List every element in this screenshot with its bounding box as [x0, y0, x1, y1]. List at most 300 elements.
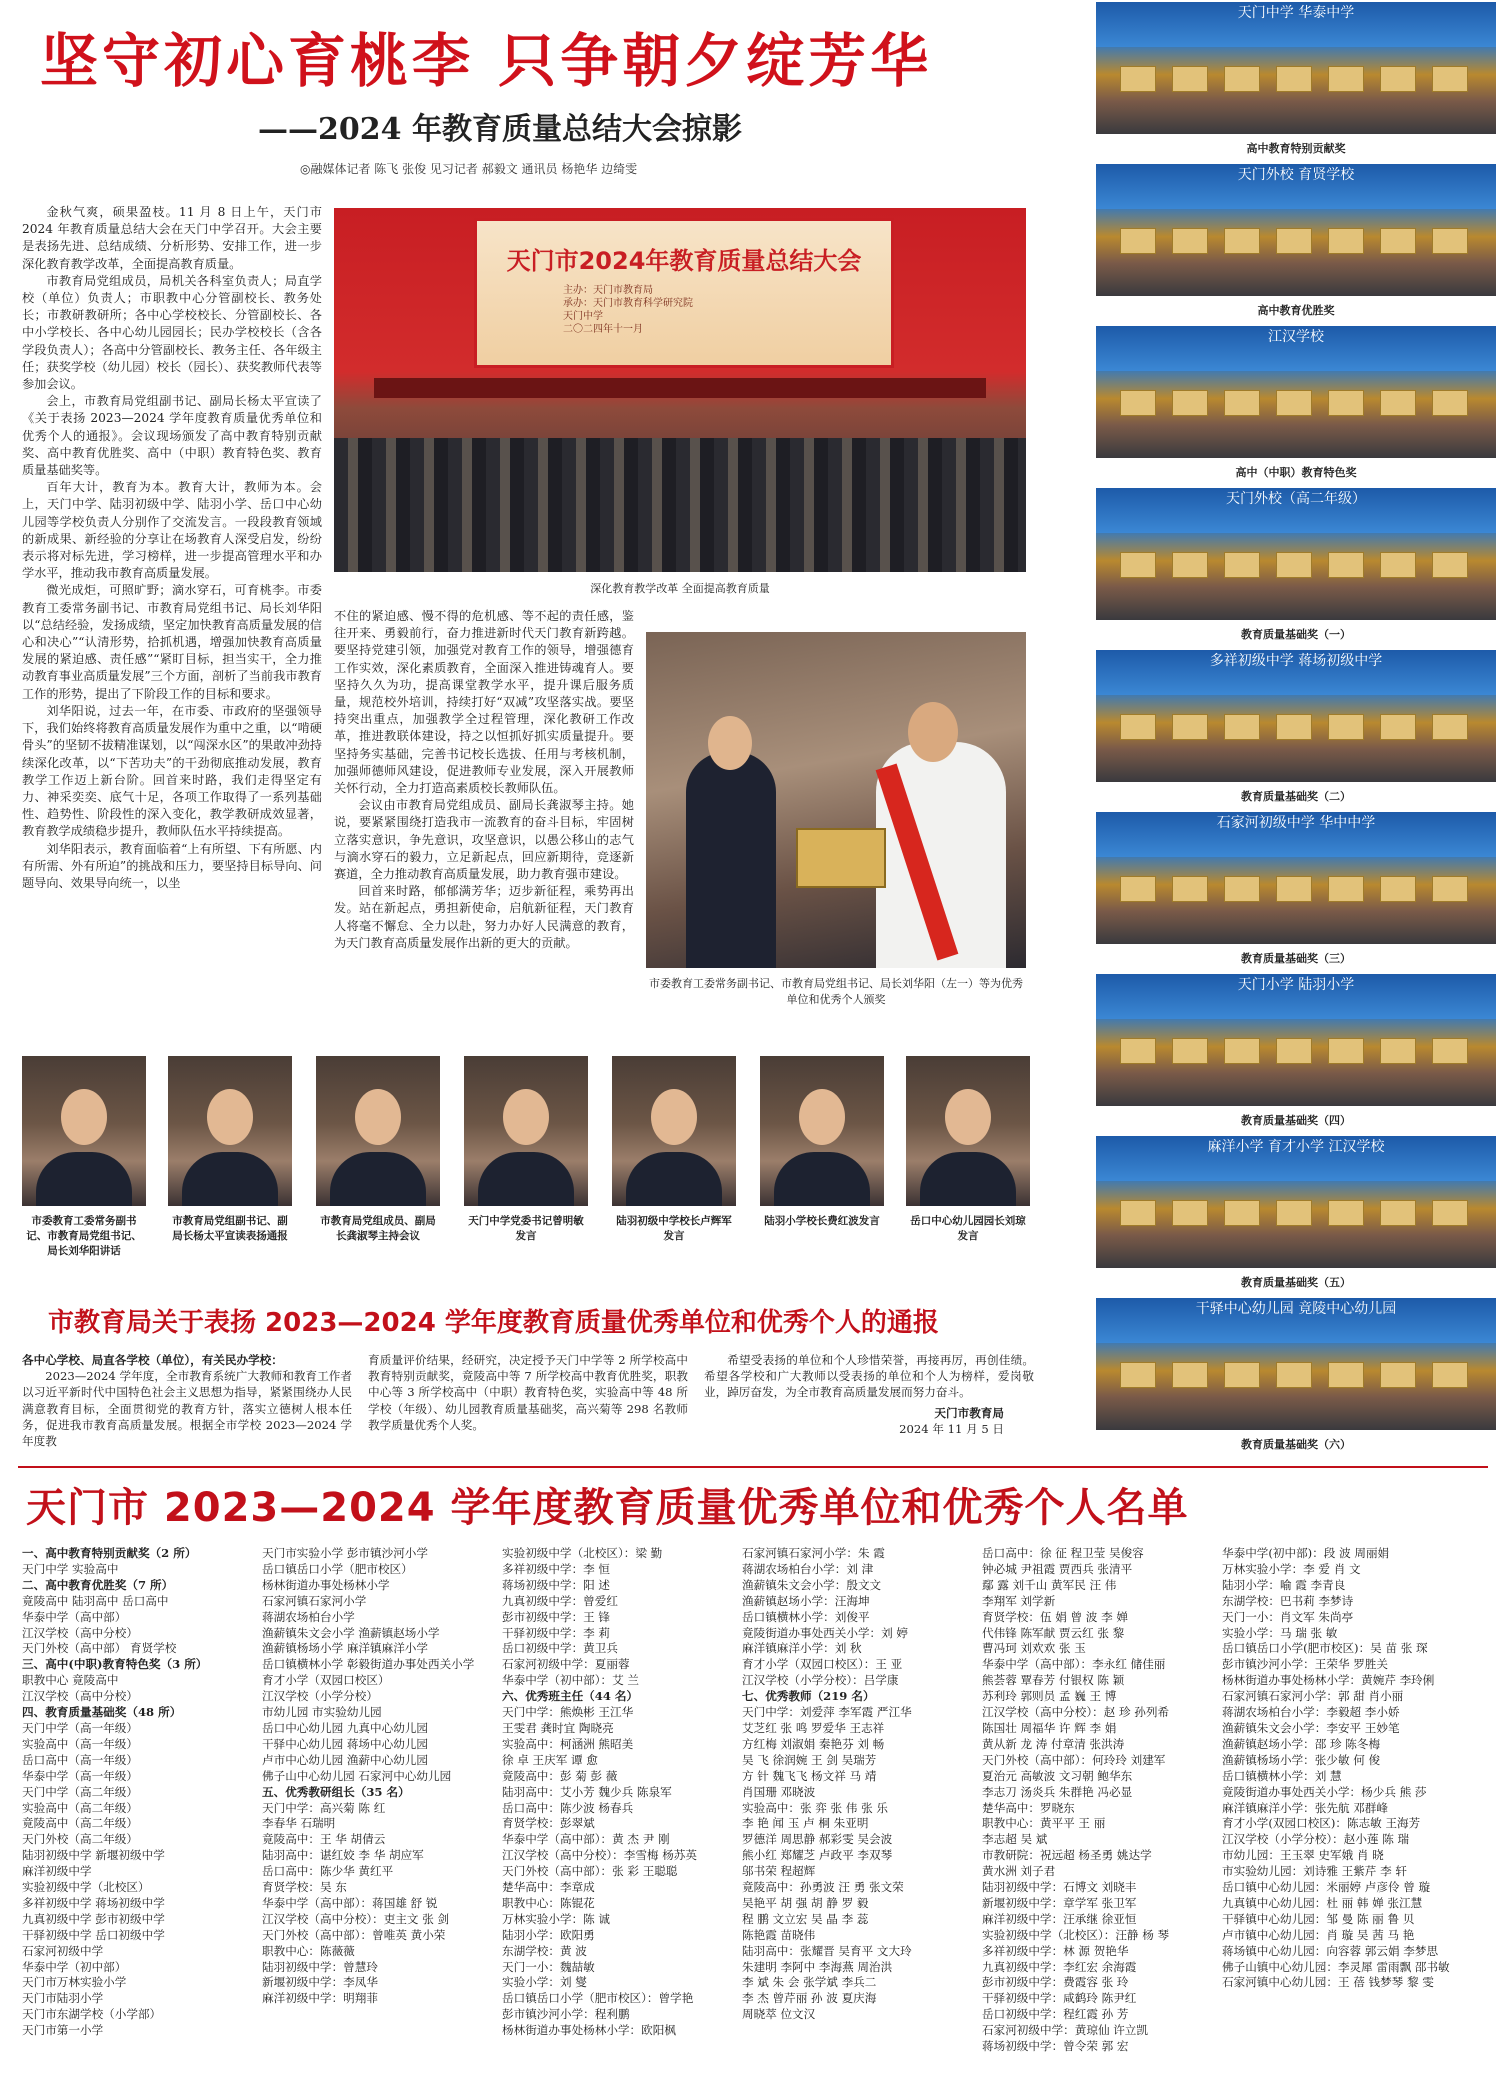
- roster-line: 多祥初级中学：李 恒: [502, 1561, 611, 1576]
- certificate: [1328, 552, 1364, 578]
- certificate: [1172, 1038, 1208, 1064]
- roster-line: 干驿镇中心幼儿园：邹 曼 陈 丽 鲁 贝: [1222, 1911, 1415, 1926]
- certificate: [1328, 228, 1364, 254]
- speaker-face: [651, 1089, 697, 1145]
- roster-line: 徐 卓 王庆军 谭 愈: [502, 1752, 598, 1767]
- page-headline: 坚守初心育桃李 只争朝夕绽芳华: [40, 27, 933, 95]
- award-group-caption: 教育质量基础奖（三）: [1241, 952, 1351, 965]
- award-photo-caption: 市委教育工委常务副书记、市教育局党组书记、局长刘华阳（左一）等为优秀单位和优秀个人颁奖: [649, 977, 1023, 1006]
- roster-line: 职教中心：陈锟花: [502, 1895, 595, 1910]
- award-banner-text: 天门中学 华泰中学: [1096, 2, 1496, 47]
- roster-line: 李志超 吴 斌: [982, 1832, 1048, 1847]
- roster-line: 华泰中学（高中部）：黄 杰 尹 刚: [502, 1832, 670, 1847]
- speaker-caption: 天门中学党委书记曾明敏发言: [468, 1215, 584, 1242]
- roster-line: 岳口高中：陈少华 黄红平: [262, 1864, 394, 1879]
- roster-line: 天门中学（高二年级）: [22, 1784, 138, 1799]
- roster-line: 万林实验小学：陈 诚: [502, 1911, 611, 1926]
- audience: [334, 438, 1026, 572]
- roster-line: 职教中心：陈薇薇: [262, 1943, 355, 1958]
- roster-line: 六、优秀班主任（44 名）: [502, 1689, 639, 1704]
- roster-line: 陆羽初级中学 新堰初级中学: [22, 1848, 165, 1863]
- roster-line: 石家河初级中学：黄琼仙 许立凯: [982, 2023, 1148, 2038]
- speaker-suit: [182, 1152, 278, 1206]
- roster-line: 东湖学校：黄 波: [502, 1943, 587, 1958]
- roster-line: 天门中学：刘爱萍 李军霞 严江华: [742, 1705, 912, 1720]
- speaker-caption: 市教育局党组成员、副局长龚淑琴主持会议: [320, 1215, 436, 1242]
- certificate: [1380, 1362, 1416, 1388]
- roster-line: 彭市初级中学：费霞容 张 玲: [982, 1975, 1129, 1990]
- certificate: [1380, 1200, 1416, 1226]
- notice-column-3: [704, 1352, 1034, 1452]
- speaker-photo: [760, 1056, 884, 1206]
- roster-line: 吴艳平 胡 强 胡 静 罗 毅: [742, 1895, 869, 1910]
- roster-line: 九真初级中学：李红宏 余海霞: [982, 1959, 1137, 1974]
- roster-line: 实验高中（高二年级）: [22, 1800, 138, 1815]
- roster-line: 李春华 石瑞明: [262, 1816, 336, 1831]
- roster-line: 卢市镇中心幼儿园：肖 璇 吴 茜 马 艳: [1222, 1927, 1415, 1942]
- roster-line: 楚华高中：罗晓东: [982, 1800, 1075, 1815]
- roster-line: 彭市镇沙河小学：程利鹏: [502, 2007, 630, 2022]
- certificate: [1380, 552, 1416, 578]
- roster-line: 石家河镇石家河小学：朱 霞: [742, 1546, 885, 1560]
- roster-line: 实验高中：张 弈 张 伟 张 乐: [742, 1800, 888, 1815]
- speaker-face: [799, 1089, 845, 1145]
- roster-line: 陆羽小学：欧阳勇: [502, 1927, 595, 1942]
- roster-line: 江汉学校（小学分校）: [262, 1689, 378, 1704]
- award-banner-text: 天门小学 陆羽小学: [1096, 974, 1496, 1019]
- roster-line: 职教中心 竟陵高中: [22, 1673, 119, 1688]
- speaker-suit: [330, 1152, 426, 1206]
- certificate: [1328, 390, 1364, 416]
- roster-line: 渔薪镇赵场小学：邵 珍 陈冬梅: [1222, 1736, 1381, 1751]
- certificate: [1276, 1362, 1312, 1388]
- roster-line: 市幼儿园：王玉翠 史军娥 肖 晓: [1222, 1848, 1384, 1863]
- roster-line: 育才小学（双园口校区）：王 亚: [742, 1657, 903, 1672]
- certificate: [1276, 714, 1312, 740]
- roster-line: 岳口镇岳口小学（肥市校区）: [262, 1561, 413, 1576]
- certificate: [1432, 1038, 1468, 1064]
- certificate: [1432, 552, 1468, 578]
- award-group-caption: 高中教育优胜奖: [1257, 304, 1335, 317]
- speaker-caption: 岳口中心幼儿园园长刘琼发言: [910, 1215, 1026, 1242]
- roster-line: 江汉学校（高中分校）: [22, 1625, 138, 1640]
- presenter-figure: [686, 752, 776, 968]
- speaker-face: [503, 1089, 549, 1145]
- notice-column-2: [368, 1352, 688, 1452]
- roster-line: 实验初级中学（北校区）：梁 勤: [502, 1546, 663, 1560]
- certificate: [1328, 1200, 1364, 1226]
- roster-line: 石家河镇中心幼儿园：王 蓓 钱梦琴 黎 雯: [1222, 1975, 1434, 1990]
- roster-line: 渔薪镇朱文会小学 渔薪镇赵场小学: [262, 1625, 440, 1640]
- certificate: [1172, 876, 1208, 902]
- speaker-caption: 市教育局党组副书记、副局长杨太平宣读表扬通报: [172, 1215, 288, 1242]
- certificate: [1120, 1362, 1156, 1388]
- certificate: [1224, 552, 1260, 578]
- speaker-photo: [906, 1056, 1030, 1206]
- roster-line: 石家河镇石家河小学: [262, 1593, 367, 1608]
- roster-line: 天门中学：熊焕彬 王江华: [502, 1705, 634, 1720]
- roster-line: 黄水洲 刘子君: [982, 1864, 1056, 1879]
- stage-table: [374, 378, 986, 398]
- roster-line: 江汉学校（高中分校）：赵 珍 孙列希: [982, 1705, 1170, 1720]
- roster-line: 李翔军 刘学新: [982, 1593, 1056, 1608]
- roster-line: 华泰中学（初中部）: [22, 1959, 127, 1974]
- roster-line: 渔薪镇杨场小学 麻洋镇麻洋小学: [262, 1641, 428, 1656]
- award-group-photo: [1096, 1136, 1496, 1268]
- roster-line: 天门市第一小学: [22, 2023, 104, 2038]
- certificate: [1224, 1362, 1260, 1388]
- roster-line: 东湖学校：巴书莉 李梦诗: [1222, 1593, 1354, 1608]
- award-group-caption: 教育质量基础奖（四）: [1241, 1114, 1351, 1127]
- roster-line: 杨林街道办事处杨林小学: [262, 1577, 390, 1592]
- certificate: [1432, 390, 1468, 416]
- award-group-photo: [1096, 812, 1496, 944]
- roster-line: 苏利玲 郭则员 孟 巍 王 博: [982, 1689, 1117, 1704]
- award-plaque: [796, 828, 886, 888]
- certificate: [1172, 1362, 1208, 1388]
- roster-line: 华泰中学(初中部)：段 波 周丽娟: [1222, 1546, 1390, 1560]
- award-banner-text: 天门外校 育贤学校: [1096, 164, 1496, 209]
- roster-line: 干驿中心幼儿园 蒋场中心幼儿园: [262, 1736, 428, 1751]
- award-group-photo: [1096, 974, 1496, 1106]
- roster-line: 楚华高中：李章成: [502, 1880, 595, 1895]
- stage-screen-title: 天门市2024年教育质量总结大会: [506, 247, 862, 275]
- certificate: [1432, 1362, 1468, 1388]
- speaker-photo: [612, 1056, 736, 1206]
- roster-line: 天门外校（高中部）：张 彩 王聪聪: [502, 1864, 678, 1879]
- award-group-caption: 高中教育特别贡献奖: [1246, 142, 1346, 155]
- speaker-face: [355, 1089, 401, 1145]
- award-photo-column: [1096, 0, 1496, 1454]
- roster-line: 华泰中学（高中部）：蒋国雄 舒 锐: [262, 1895, 438, 1910]
- roster-column: [262, 1546, 498, 2082]
- certificate: [1120, 390, 1156, 416]
- roster-line: 新堰初级中学：章学军 张卫军: [982, 1895, 1137, 1910]
- roster-line: 曹冯珂 刘欢欢 张 玉: [982, 1641, 1086, 1656]
- roster-line: 竟陵高中 陆羽高中 岳口高中: [22, 1593, 169, 1608]
- roster-line: 天门外校（高中部）：何玲玲 刘建军: [982, 1752, 1166, 1767]
- roster-line: 天门外校（高中部） 育贤学校: [22, 1641, 177, 1656]
- certificate: [1432, 228, 1468, 254]
- certificate: [1328, 1362, 1364, 1388]
- certificate: [1172, 66, 1208, 92]
- speaker-caption: 陆羽初级中学校长卢辉军发言: [616, 1215, 732, 1242]
- roster-line: 李 斌 朱 会 张学斌 李兵二: [742, 1975, 877, 1990]
- roster-line: 岳口镇岳口小学（肥市校区）：曾学艳: [502, 1991, 694, 2006]
- roster-line: 岳口镇中心幼儿园：米丽婷 卢彦伶 曾 璇: [1222, 1880, 1431, 1895]
- roster-column: [742, 1546, 978, 2082]
- roster-line: 干驿初级中学：咸鹤玲 陈尹红: [982, 1991, 1137, 2006]
- roster-line: 二、高中教育优胜奖（7 所）: [22, 1577, 174, 1592]
- certificate: [1276, 1038, 1312, 1064]
- roster-line: 石家河初级中学：夏丽蓉: [502, 1657, 630, 1672]
- roster-line: 周晓萃 位文汉: [742, 2007, 816, 2022]
- roster-line: 竟陵街道办事处西关小学：杨少兵 熊 莎: [1222, 1784, 1427, 1799]
- roster-line: 岳口高中：陈少波 杨春兵: [502, 1800, 634, 1815]
- certificate: [1328, 1038, 1364, 1064]
- roster-line: 华泰中学（高一年级）: [22, 1768, 138, 1783]
- roster-column: [502, 1546, 738, 2082]
- speaker-caption: 陆羽小学校长费红波发言: [764, 1215, 880, 1227]
- certificate: [1432, 876, 1468, 902]
- notice-salutation: 各中心学校、局直各学校（单位），有关民办学校：: [22, 1353, 283, 1367]
- roster-line: 程 鹏 文立宏 吴 晶 李 蕊: [742, 1911, 869, 1926]
- roster-line: 育才小学(双园口校区)：陈志敏 王海芳: [1222, 1816, 1421, 1831]
- roster-line: 陆羽高中：张耀晋 吴育平 文大玲: [742, 1943, 912, 1958]
- award-banner-text: 麻洋小学 育才小学 江汉学校: [1096, 1136, 1496, 1181]
- article-col1-para: 刘华阳说，过去一年，在市委、市政府的坚强领导下，我们始终将教育高质量发展作为重中之重，以“啃硬骨头”的坚韧不拔精准谋划，以“闯深水区”的果敢冲劲持续深化改革，以“下苦功夫”的干劲彻底推动发展，教育教学工作迈上新台阶。回首来时路，我们走得坚定有力、神采奕奕、底气十足，各项工作取得了一系列基础性、趋势性、阶段性的深入变化，教学教研成效显著，教育教学成绩稳步提升，教师队伍水平持续提高。: [22, 703, 322, 839]
- roster-rule: [18, 1466, 1488, 1468]
- article-col1-para: 金秋气爽，硕果盈枝。11 月 8 日上午，天门市 2024 年教育质量总结大会在天门中学召开。大会主要是表扬先进、总结成绩、分析形势、安排工作，进一步深化教育教学改革，全面提高教育质量。: [22, 205, 322, 271]
- roster-line: 杨林街道办事处杨林小学：黄婉芹 李玲俐: [1222, 1673, 1435, 1688]
- roster-line: 天门一小：魏喆敏: [502, 1959, 595, 1974]
- roster-line: 熊荟蓉 覃春芳 付银权 陈 颖: [982, 1673, 1125, 1688]
- roster-line: 岳口镇横林小学：刘俊平: [742, 1609, 870, 1624]
- roster-line: 九真镇中心幼儿园：杜 丽 韩 婵 张江慧: [1222, 1895, 1423, 1910]
- roster-line: 七、优秀教师（219 名）: [742, 1689, 875, 1704]
- certificate: [1380, 714, 1416, 740]
- certificate: [1120, 1200, 1156, 1226]
- certificate: [1172, 714, 1208, 740]
- stage-screen-sub: 主办：天门市教育局 承办：天门市教育科学研究院 天门中学 二〇二四年十一月: [563, 285, 693, 335]
- page-subhead: ——2024 年教育质量总结大会掠影: [258, 112, 742, 147]
- notice-body-3: 希望受表扬的单位和个人珍惜荣誉，再接再厉，再创佳绩。希望各学校和广大教师以受表扬的单位和个人为榜样，爱岗敬业，踔厉奋发，为全市教育高质量发展而努力奋斗。: [704, 1353, 1034, 1400]
- roster-line: 天门市实验小学 彭市镇沙河小学: [262, 1546, 428, 1560]
- certificate: [1380, 390, 1416, 416]
- certificate: [1120, 552, 1156, 578]
- roster-line: 育才小学（双园口校区）: [262, 1673, 390, 1688]
- roster-line: 华泰中学（高中部）: [22, 1609, 127, 1624]
- roster-line: 渔薪镇赵场小学：汪海坤: [742, 1593, 870, 1608]
- certificate: [1380, 876, 1416, 902]
- roster-line: 麻洋镇麻洋小学：张先航 邓群峰: [1222, 1800, 1388, 1815]
- certificate: [1172, 228, 1208, 254]
- speaker-face: [207, 1089, 253, 1145]
- roster-line: 麻洋镇麻洋小学：刘 秋: [742, 1641, 862, 1656]
- roster-line: 岳口初级中学：程红霞 孙 芳: [982, 2007, 1129, 2022]
- award-group-photo: [1096, 650, 1496, 782]
- roster-line: 多祥初级中学：林 源 贺艳华: [982, 1943, 1129, 1958]
- award-banner-text: 江汉学校: [1096, 326, 1496, 371]
- certificate: [1276, 876, 1312, 902]
- certificate: [1224, 66, 1260, 92]
- award-group-caption: 高中（中职）教育特色奖: [1235, 466, 1357, 479]
- roster-line: 天门市陆羽小学: [22, 1991, 104, 2006]
- roster-line: 渔薪镇杨场小学：张少敏 何 俊: [1222, 1752, 1381, 1767]
- roster-line: 市幼儿园 市实验幼儿园: [262, 1705, 382, 1720]
- roster-line: 蒋湖农场柏台小学: [262, 1609, 355, 1624]
- speaker-suit: [36, 1152, 132, 1206]
- roster-line: 罗德洋 周思静 郝彩雯 吴会波: [742, 1832, 893, 1847]
- certificate: [1120, 1038, 1156, 1064]
- article-column-1: [22, 204, 322, 1054]
- award-banner-text: 干驿中心幼儿园 竟陵中心幼儿园: [1096, 1298, 1496, 1343]
- roster-column: [1222, 1546, 1458, 2082]
- article-column-2: [334, 608, 634, 1060]
- roster-line: 九真初级中学 彭市初级中学: [22, 1911, 165, 1926]
- certificate: [1276, 228, 1312, 254]
- article-col1-para: 百年大计，教育为本。教育大计，教师为本。会上，天门中学、陆羽初级中学、陆羽小学、岳口中心幼儿园等学校负责人分别作了交流发言。一段段教育领域的新成果、新经验的分享让在场教育人深受启发，纷纷表示将对标先进，学习榜样，进一步提高管理水平和办学水平，推动我市教育高质量发展。: [22, 480, 322, 581]
- roster-line: 市教研院：祝远超 杨圣勇 姚达学: [982, 1848, 1152, 1863]
- certificate: [1276, 1200, 1312, 1226]
- roster-line: 岳口镇岳口小学(肥市校区)：吴 苗 张 琛: [1222, 1641, 1428, 1656]
- certificate: [1224, 390, 1260, 416]
- roster-line: 黄从新 龙 涛 付章清 张洪涛: [982, 1736, 1125, 1751]
- award-group-caption: 教育质量基础奖（五）: [1241, 1276, 1351, 1289]
- award-banner-text: 多祥初级中学 蒋场初级中学: [1096, 650, 1496, 695]
- roster-line: 蒋湖农场柏台小学：李毅超 李小娇: [1222, 1705, 1400, 1720]
- certificate: [1380, 1038, 1416, 1064]
- roster-line: 天门中学：高兴菊 陈 红: [262, 1800, 386, 1815]
- roster-line: 四、教育质量基础奖（48 所）: [22, 1705, 182, 1720]
- byline: ◎融媒体记者 陈飞 张俊 见习记者 郝毅文 通讯员 杨艳华 边绮雯: [300, 162, 638, 176]
- presenter-face: [708, 716, 752, 770]
- article-col1-para: 市教育局党组成员，局机关各科室负责人；局直学校（单位）负责人；市职教中心分管副校长、教务处长；市教研教研所；各中心学校校长、分管副校长、各中小学校长、各中心幼儿园园长；民办学校校长（含各学段负责人）；各高中分管副校长、教务主任、各年级主任；获奖学校（幼儿园）校长（园长）、获奖教师代表等参加会议。: [22, 273, 322, 392]
- roster-line: 岳口高中（高一年级）: [22, 1752, 138, 1767]
- roster-line: 陈艳霞 苗晓伟: [742, 1927, 816, 1942]
- roster-line: 肖国珊 邓晓波: [742, 1784, 816, 1799]
- certificate: [1224, 714, 1260, 740]
- roster-line: 五、优秀教研组长（35 名）: [262, 1784, 410, 1799]
- roster-line: 天门外校（高中部）：曾唯英 黄小荣: [262, 1927, 446, 1942]
- roster-line: 育贤学校：吴 东: [262, 1880, 347, 1895]
- certificate: [1172, 552, 1208, 578]
- main-photo-caption: 深化教育教学改革 全面提高教育质量: [590, 582, 770, 595]
- roster-line: 天门市万林实验小学: [22, 1975, 127, 1990]
- certificate: [1120, 714, 1156, 740]
- roster-line: 天门一小：肖文军 朱尚亭: [1222, 1609, 1354, 1624]
- roster-line: 李 艳 闻 玉 卢 桐 朱亚明: [742, 1816, 869, 1831]
- roster-line: 佛子山中心幼儿园 石家河中心幼儿园: [262, 1768, 452, 1783]
- roster-line: 实验初级中学（北校区）：汪静 杨 琴: [982, 1927, 1170, 1942]
- roster-line: 岳口高中：徐 征 程卫莹 吴俊容: [982, 1546, 1144, 1560]
- roster-line: 麻洋初级中学: [22, 1864, 92, 1879]
- roster-line: 干驿初级中学 岳口初级中学: [22, 1927, 165, 1942]
- roster-line: 李志刀 汤炎兵 朱群艳 冯必显: [982, 1784, 1133, 1799]
- roster-line: 岳口初级中学：黄卫兵: [502, 1641, 618, 1656]
- roster-line: 麻洋初级中学：明翔菲: [262, 1991, 378, 2006]
- roster-line: 石家河镇石家河小学：郭 甜 肖小丽: [1222, 1689, 1404, 1704]
- roster-line: 彭市初级中学：王 锋: [502, 1609, 611, 1624]
- roster-line: 蒋湖农场柏台小学：刘 津: [742, 1561, 874, 1576]
- article-col1-para: 会上，市教育局党组副书记、副局长杨太平宣读了《关于表扬 2023—2024 学年度教育质量优秀单位和优秀个人的通报》。会议现场颁发了高中教育特别贡献奖、高中教育优胜奖、高中（中职）教育特色奖、教育质量基础奖等。: [22, 394, 322, 478]
- award-group-photo: [1096, 164, 1496, 296]
- roster-line: 陆羽高中：谌红姣 李 华 胡应军: [262, 1848, 424, 1863]
- speaker-suit: [478, 1152, 574, 1206]
- roster-line: 干驿初级中学：李 莉: [502, 1625, 611, 1640]
- certificate: [1432, 66, 1468, 92]
- roster-line: 职教中心：黄平平 王 丽: [982, 1816, 1106, 1831]
- certificate: [1328, 66, 1364, 92]
- roster-line: 艾芝红 张 鸣 罗爱华 王志祥: [742, 1720, 885, 1735]
- roster-line: 新堰初级中学：李凤华: [262, 1975, 378, 1990]
- roster-line: 岳口镇横林小学 彰毅街道办事处西关小学: [262, 1657, 475, 1672]
- roster-line: 方红梅 刘淑娟 秦艳芬 刘 畅: [742, 1736, 885, 1751]
- certificate: [1172, 390, 1208, 416]
- certificate: [1224, 876, 1260, 902]
- certificate: [1380, 228, 1416, 254]
- certificate: [1120, 228, 1156, 254]
- certificate: [1276, 390, 1312, 416]
- speaker-suit: [626, 1152, 722, 1206]
- speaker-photo: [316, 1056, 440, 1206]
- roster-line: 实验高中：柯涵洲 熊昭美: [502, 1736, 634, 1751]
- roster-line: 陆羽高中：艾小芳 魏少兵 陈泉军: [502, 1784, 672, 1799]
- roster-title: 天门市 2023—2024 学年度教育质量优秀单位和优秀个人名单: [26, 1485, 1189, 1531]
- article-col1-para: 刘华阳表示，教育面临着“上有所望、下有所愿、内有所需、外有所迫”的挑战和压力，要坚持目标导向、问题导向、效果导向统一，以坐: [22, 841, 322, 890]
- roster-line: 多祥初级中学 蒋场初级中学: [22, 1895, 165, 1910]
- roster-line: 石家河初级中学: [22, 1943, 104, 1958]
- roster-line: 天门外校（高二年级）: [22, 1832, 138, 1847]
- roster-line: 陈国壮 周福华 许 辉 李 娟: [982, 1720, 1117, 1735]
- article-col2-para1: 不住的紧迫感、慢不得的危机感、等不起的责任感，鉴往开来、勇毅前行，奋力推进新时代天门教育新跨越。要坚持党建引领，加强党对教育工作的领导，增强德育工作实效，深化素质教育，全面深入推进铸魂育人。要坚持久久为功，提高课堂教学水平，提升课后服务质量，规范校外培训，持续打好“双减”攻坚落实战。要坚持突出重点，加强教学全过程管理，深化教研工作改革，推进教联体建设，持之以恒抓好抓实质量提升。要坚持务实基础，完善书记校长选拔、任用与考核机制，加强师德师风建设，促进教师专业发展，深入开展教师关怀行动，全力打造高素质校长教师队伍。: [334, 609, 634, 796]
- award-group-photo: [1096, 1298, 1496, 1430]
- notice-date: 2024 年 11 月 5 日: [899, 1421, 1004, 1436]
- notice-body-1: 2023—2024 学年度，全市教育系统广大教师和教育工作者以习近平新时代中国特色社会主义思想为指导，紧紧围绕办人民满意教育目标，全面贯彻党的教育方针，落实立德树人根本任务，促进我市教育高质量发展。根据全市学校 2023—2024 学年度教: [22, 1369, 352, 1449]
- roster-line: 一、高中教育特别贡献奖（2 所）: [22, 1546, 197, 1560]
- certificate: [1380, 66, 1416, 92]
- certificate: [1276, 552, 1312, 578]
- award-group-caption: 教育质量基础奖（二）: [1241, 790, 1351, 803]
- roster-line: 天门中学 实验高中: [22, 1561, 119, 1576]
- roster-line: 江汉学校（小学分校）：吕学康: [742, 1673, 899, 1688]
- roster-line: 江汉学校（小学分校）：赵小莲 陈 瑞: [1222, 1832, 1410, 1847]
- notice-title: 市教育局关于表扬 2023—2024 学年度教育质量优秀单位和优秀个人的通报: [48, 1308, 939, 1338]
- award-ceremony-photo: [646, 632, 1026, 968]
- roster-line: 华泰中学（高中部）：李永红 储佳丽: [982, 1657, 1166, 1672]
- award-group-photo: [1096, 2, 1496, 134]
- speaker-caption: 市委教育工委常务副书记、市教育局党组书记、局长刘华阳讲话: [26, 1215, 142, 1257]
- article-col2-para3: 回首来时路，郁郁满芳华；迈步新征程，乘势再出发。站在新起点，勇担新使命，启航新征程，天门教育人将毫不懈怠、全力以赴，努力办好人民满意的教育，为天门教育高质量发展作出新的更大的贡献。: [334, 884, 634, 950]
- main-stage-photo: [334, 208, 1026, 572]
- roster-line: 钟必城 尹祖霞 贾西兵 张清平: [982, 1561, 1133, 1576]
- roster-line: 蒋场初级中学：曾令荣 郭 宏: [982, 2039, 1129, 2054]
- roster-line: 江汉学校（高中分校）: [22, 1689, 138, 1704]
- roster-line: 竟陵高中（高二年级）: [22, 1816, 138, 1831]
- article-col1-para: 微光成炬，可照旷野；滴水穿石，可育桃李。市委教育工委常务副书记、市教育局党组书记、局长刘华阳以“总结经验，发扬成绩，坚定加快教育高质量发展的信心和决心”“认清形势，拾抓机遇，增强加快教育高质量发展的紧迫感、责任感”“紧盯目标，担当实干，全力推动教育事业高质量发展”三个方面，剖析了当前我市教育工作的形势，提出了下阶段工作的目标和要求。: [22, 583, 322, 701]
- recipient-face: [908, 702, 958, 762]
- roster-line: 江汉学校（高中分校）：李雪梅 杨苏英: [502, 1848, 697, 1863]
- award-banner-text: 石家河初级中学 华中中学: [1096, 812, 1496, 857]
- roster-line: 岳口中心幼儿园 九真中心幼儿园: [262, 1720, 428, 1735]
- roster-line: 九真初级中学：曾爱红: [502, 1593, 618, 1608]
- roster-line: 岳口镇横林小学：刘 慧: [1222, 1768, 1342, 1783]
- certificate: [1328, 876, 1364, 902]
- roster-column: [22, 1546, 258, 2082]
- roster-line: 市实验幼儿园：刘诗雅 王紫芹 李 轩: [1222, 1864, 1407, 1879]
- roster-line: 陆羽小学：喻 霞 李青良: [1222, 1577, 1346, 1592]
- roster-line: 渔薪镇朱文会小学：殷文文: [742, 1577, 882, 1592]
- roster-line: 育贤学校：伍 娟 曾 波 李 婵: [982, 1609, 1128, 1624]
- roster-line: 夏治元 高敏波 文习朝 鲍华东: [982, 1768, 1133, 1783]
- roster-line: 实验小学：马 瑞 张 敏: [1222, 1625, 1338, 1640]
- speaker-suit: [774, 1152, 870, 1206]
- roster-line: 竟陵街道办事处西关小学：刘 婷: [742, 1625, 908, 1640]
- roster-line: 杨林街道办事处杨林小学：欧阳枫: [502, 2023, 676, 2038]
- notice-column-1: [22, 1352, 352, 1452]
- certificate: [1172, 1200, 1208, 1226]
- roster-line: 万林实验小学：李 爱 肖 文: [1222, 1561, 1361, 1576]
- roster-line: 华泰中学（初中部）：艾 兰: [502, 1673, 640, 1688]
- roster-line: 王雯君 龚时宜 陶晓亮: [502, 1720, 614, 1735]
- award-group-caption: 教育质量基础奖（一）: [1241, 628, 1351, 641]
- roster-line: 蒋场镇中心幼儿园：向容蓉 郭云娟 李梦思: [1222, 1943, 1439, 1958]
- roster-line: 实验小学：刘 燮: [502, 1975, 587, 1990]
- speaker-face: [945, 1089, 991, 1145]
- roster-line: 麻洋初级中学：汪承继 徐亚恒: [982, 1911, 1137, 1926]
- certificate: [1224, 1038, 1260, 1064]
- roster-line: 天门市东湖学校（小学部）: [22, 2007, 162, 2022]
